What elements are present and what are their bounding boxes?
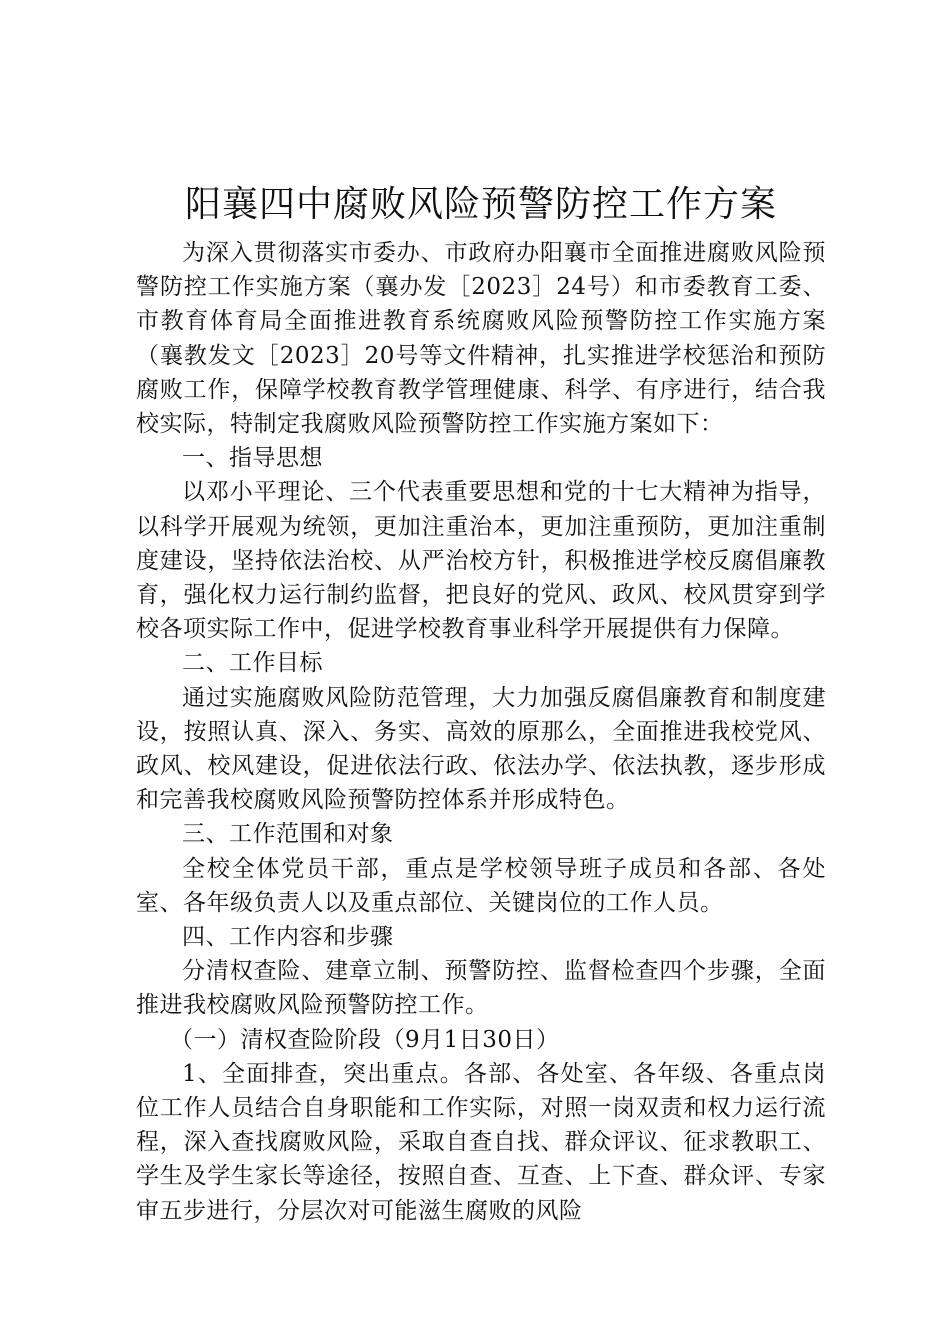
section-body-guiding-ideology: 以邓小平理论、三个代表重要思想和党的十七大精神为指导，以科学开展观为统领，更加注重治本，更加注重预防，更加注重制度建设，坚持依法治校、从严治校方针，积极推进学校反腐倡廉教育，强化权力运行制约监督，把良好的党风、政风、校风贯穿到学校各项实际工作中，促进学校教育事业科学开展提供有力保障。: [136, 479, 826, 643]
section-heading-guiding-ideology: 一、指导思想: [182, 445, 323, 472]
section-heading-scope: 三、工作范围和对象: [182, 821, 394, 848]
intro-paragraph: 为深入贯彻落实市委办、市政府办阳襄市全面推进腐败风险预警防控工作实施方案（襄办发［2023］24号）和市委教育工委、市教育体育局全面推进教育系统腐败风险预警防控工作实施方案（襄教发文［2023］20号等文件精神，扎实推进学校惩治和预防腐败工作，保障学校教育教学管理健康、科学、有序进行，结合我校实际，特制定我腐败风险预警防控工作实施方案如下：: [136, 240, 826, 438]
document-page: [136, 178, 826, 1228]
section-body-scope: 全校全体党员干部，重点是学校领导班子成员和各部、各处室、各年级负责人以及重点部位、关键岗位的工作人员。: [136, 855, 826, 916]
section-body-work-goals: 通过实施腐败风险防范管理，大力加强反腐倡廉教育和制度建设，按照认真、深入、务实、高效的原那么，全面推进我校党风、政风、校风建设，促进依法行政、依法办学、依法执教，逐步形成和完善我校腐败风险预警防控体系并形成特色。: [136, 684, 826, 814]
section-heading-content-steps: 四、工作内容和步骤: [182, 924, 394, 951]
section-heading-work-goals: 二、工作目标: [182, 650, 323, 677]
stage-heading-power-check: （一）清权查险阶段（9月1日30日）: [170, 1026, 560, 1053]
section-body-content-steps: 分清权查险、建章立制、预警防控、监督检查四个步骤，全面推进我校腐败风险预警防控工作。: [136, 958, 826, 1019]
item-body-comprehensive-check: 1、全面排查，突出重点。各部、各处室、各年级、各重点岗位工作人员结合自身职能和工作实际，对照一岗双责和权力运行流程，深入查找腐败风险，采取自查自找、群众评议、征求教职工、学生及学生家长等途径，按照自查、互查、上下查、群众评、专家审五步进行，分层次对可能滋生腐败的风险: [136, 1060, 826, 1224]
document-title: 阳襄四中腐败风险预警防控工作方案: [184, 184, 777, 225]
